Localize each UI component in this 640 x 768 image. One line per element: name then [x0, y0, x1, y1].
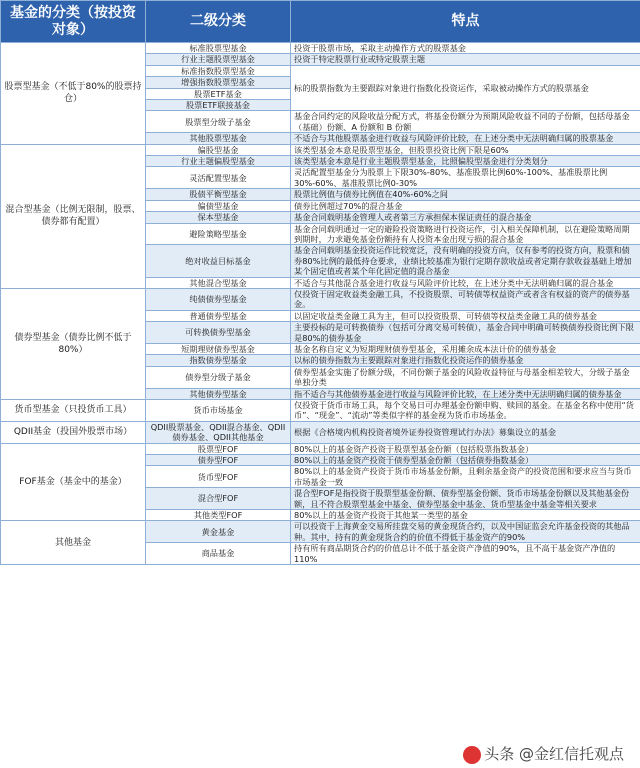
feature-cell: 该类型基金本意是股票型基金，但股票投资比例下限是60%: [291, 144, 640, 155]
subcategory-cell: 保本型基金: [146, 212, 291, 223]
subcategory-cell: 商品基金: [146, 543, 291, 565]
subcategory-cell: 指数债券型基金: [146, 355, 291, 366]
subcategory-cell: 行业主题偏股型基金: [146, 156, 291, 167]
subcategory-cell: 混合型FOF: [146, 488, 291, 510]
header-features: 特点: [291, 1, 640, 43]
table-row: [1, 421, 640, 443]
subcategory-cell: 可转换债券型基金: [146, 322, 291, 344]
subcategory-cell: 股票型FOF: [146, 443, 291, 454]
category-cell: 债券型基金（债券比例不低于80%）: [1, 288, 146, 399]
feature-cell: 仅投资于固定收益类金融工具，不投资股票、可转债等权益资产或者含有权益的资产的债券基金。: [291, 288, 640, 310]
subcategory-cell: 避险策略型基金: [146, 223, 291, 245]
feature-cell: 混合型FOF是指投资于股票型基金份额、债券型基金份额、货币市场基金份额以及其他基金份额，且不符合股票型基金中基金、债券型基金中基金、货币型基金中基金等相关要求: [291, 488, 640, 510]
feature-cell: 以固定收益类金融工具为主，但可以投资股票、可转债等权益类金融工具的债券基金: [291, 310, 640, 321]
feature-cell: 80%以上的基金资产投资于其他某一类型的基金: [291, 510, 640, 521]
feature-cell: 80%以上的基金资产投资于债券型基金份额（包括债券指数基金）: [291, 455, 640, 466]
table-row: [1, 144, 640, 155]
watermark-logo-icon: [463, 746, 481, 764]
feature-cell: 标的股票指数为主要跟踪对象进行指数化投资运作，采取被动操作方式的股票基金: [291, 65, 640, 111]
subcategory-cell: 标准指数股票型基金: [146, 65, 291, 76]
feature-cell: 指不适合与其他债券基金进行收益与风险评价比较，在上述分类中无法明确归属的债券基金: [291, 388, 640, 399]
feature-cell: 持有所有商品期货合约的价值总计不低于基金资产净值的90%，且不高于基金资产净值的110%: [291, 543, 640, 565]
feature-cell: 可以投资于上海黄金交易所挂盘交易的黄金现货合约，以及中国证监会允许基金投资的其他品种。其中，持有的黄金现货合约的价值不得低于基金资产的90%: [291, 521, 640, 543]
watermark: [463, 743, 624, 764]
category-cell: 货币型基金（只投货币工具）: [1, 400, 146, 422]
feature-cell: 以标的债券指数为主要跟踪对象进行指数化投资运作的债券基金: [291, 355, 640, 366]
feature-cell: 不适合与其他股票基金进行收益与风险评价比较，在上述分类中无法明确归属的股票基金: [291, 133, 640, 144]
subcategory-cell: 其他混合型基金: [146, 277, 291, 288]
table-row: [1, 521, 640, 543]
category-cell: 混合型基金（比例无限制，股票、债券都有配置）: [1, 144, 146, 288]
feature-cell: 该类型基金本意是行业主题股票型基金，比照偏股型基金进行分类划分: [291, 156, 640, 167]
feature-cell: 股票比例值与债券比例值在40%-60%之间: [291, 189, 640, 200]
subcategory-cell: 股票ETF基金: [146, 88, 291, 99]
feature-cell: 债券型基金实施了份额分级，不同份额子基金的风险收益特征与母基金相差较大，分级子基金单独分类: [291, 366, 640, 388]
subcategory-cell: 偏股型基金: [146, 144, 291, 155]
category-cell: FOF基金（基金中的基金）: [1, 443, 146, 521]
subcategory-cell: 其他类型FOF: [146, 510, 291, 521]
table-row: [1, 443, 640, 454]
feature-cell: 基金合同载明基金投资运作比较宽泛，没有明确的投资方向，仅有参考的投资方向，股票和债券80%比例的最低持仓要求，业绩比较基准为银行定期存款收益或者定期存款收益基础上增加某个固定值或者某个年化固定值的混合基金: [291, 245, 640, 277]
subcategory-cell: 纯债债券型基金: [146, 288, 291, 310]
feature-cell: 80%以上的基金资产投资于股票型基金份额（包括股票指数基金）: [291, 443, 640, 454]
subcategory-cell: 其他股票型基金: [146, 133, 291, 144]
subcategory-cell: 股票ETF联接基金: [146, 100, 291, 111]
subcategory-cell: 股票型分级子基金: [146, 111, 291, 133]
subcategory-cell: 普通债券型基金: [146, 310, 291, 321]
watermark-text: 头条 @金红信托观点: [484, 745, 624, 763]
subcategory-cell: 增强指数股票型基金: [146, 77, 291, 88]
subcategory-cell: 债券型分级子基金: [146, 366, 291, 388]
table-row: [1, 288, 640, 310]
subcategory-cell: 货币型FOF: [146, 466, 291, 488]
subcategory-cell: 灵活配置型基金: [146, 167, 291, 189]
subcategory-cell: 黄金基金: [146, 521, 291, 543]
feature-cell: 投资于股票市场，采取主动操作方式的股票基金: [291, 43, 640, 54]
category-cell: QDII基金（投国外股票市场）: [1, 421, 146, 443]
table-body: [1, 43, 640, 565]
feature-cell: 主要投标的是可转换债券（包括可分离交易可转债），基金合同中明确可转换债券投资比例下限是80%的债券基金: [291, 322, 640, 344]
category-cell: 其他基金: [1, 521, 146, 565]
table-row: [1, 43, 640, 54]
table-row: [1, 400, 640, 422]
subcategory-cell: 短期理财债券型基金: [146, 343, 291, 354]
category-cell: 股票型基金（不低于80%的股票持仓）: [1, 43, 146, 145]
subcategory-cell: 货币市场基金: [146, 400, 291, 422]
feature-cell: 基金名称自定义为短期理财债券型基金，采用摊余成本法计价的债券基金: [291, 343, 640, 354]
feature-cell: 仅投资于货币市场工具，每个交易日可办理基金份额申购、赎回的基金。在基金名称中使用“货币”、“现金”、“流动”等类似字样的基金视为货币市场基金。: [291, 400, 640, 422]
feature-cell: 基金合同载明基金管理人或者第三方承担保本保证责任的混合基金: [291, 212, 640, 223]
feature-cell: 不适合与其他混合基金进行收益与风险评价比较，在上述分类中无法明确归属的混合基金: [291, 277, 640, 288]
header-category: 基金的分类（按投资对象）: [1, 1, 146, 43]
subcategory-cell: QDII股票基金、QDII混合基金、QDII债券基金、QDII其他基金: [146, 421, 291, 443]
subcategory-cell: 偏债型基金: [146, 200, 291, 211]
header-subcategory: 二级分类: [146, 1, 291, 43]
feature-cell: 基金合同载明通过一定的避险投资策略进行投资运作，引入相关保障机制，以在避险策略周期到期时，力求避免基金份额持有人投资本金出现亏损的混合基金: [291, 223, 640, 245]
subcategory-cell: 绝对收益目标基金: [146, 245, 291, 277]
feature-cell: 根据《合格境内机构投资者境外证券投资管理试行办法》募集设立的基金: [291, 421, 640, 443]
feature-cell: 投资于特定股票行业或特定股票主题: [291, 54, 640, 65]
feature-cell: 80%以上的基金资产投资于货币市场基金份额，且剩余基金资产的投资范围和要求应当与货币市场基金一致: [291, 466, 640, 488]
subcategory-cell: 股债平衡型基金: [146, 189, 291, 200]
feature-cell: 债券比例超过70%的混合基金: [291, 200, 640, 211]
subcategory-cell: 债券型FOF: [146, 455, 291, 466]
subcategory-cell: 其他债券型基金: [146, 388, 291, 399]
header-row: [1, 1, 640, 43]
feature-cell: 基金合同约定的风险收益分配方式，将基金份额分为预期风险收益不同的子份额，包括母基金（基础）份额、A 份额和 B 份额: [291, 111, 640, 133]
subcategory-cell: 标准股票型基金: [146, 43, 291, 54]
feature-cell: 灵活配置型基金分为股票上下限30%-80%、基准股票比例60%-100%、基准股票比例30%-60%、基准股票比例0-30%: [291, 167, 640, 189]
subcategory-cell: 行业主题股票型基金: [146, 54, 291, 65]
